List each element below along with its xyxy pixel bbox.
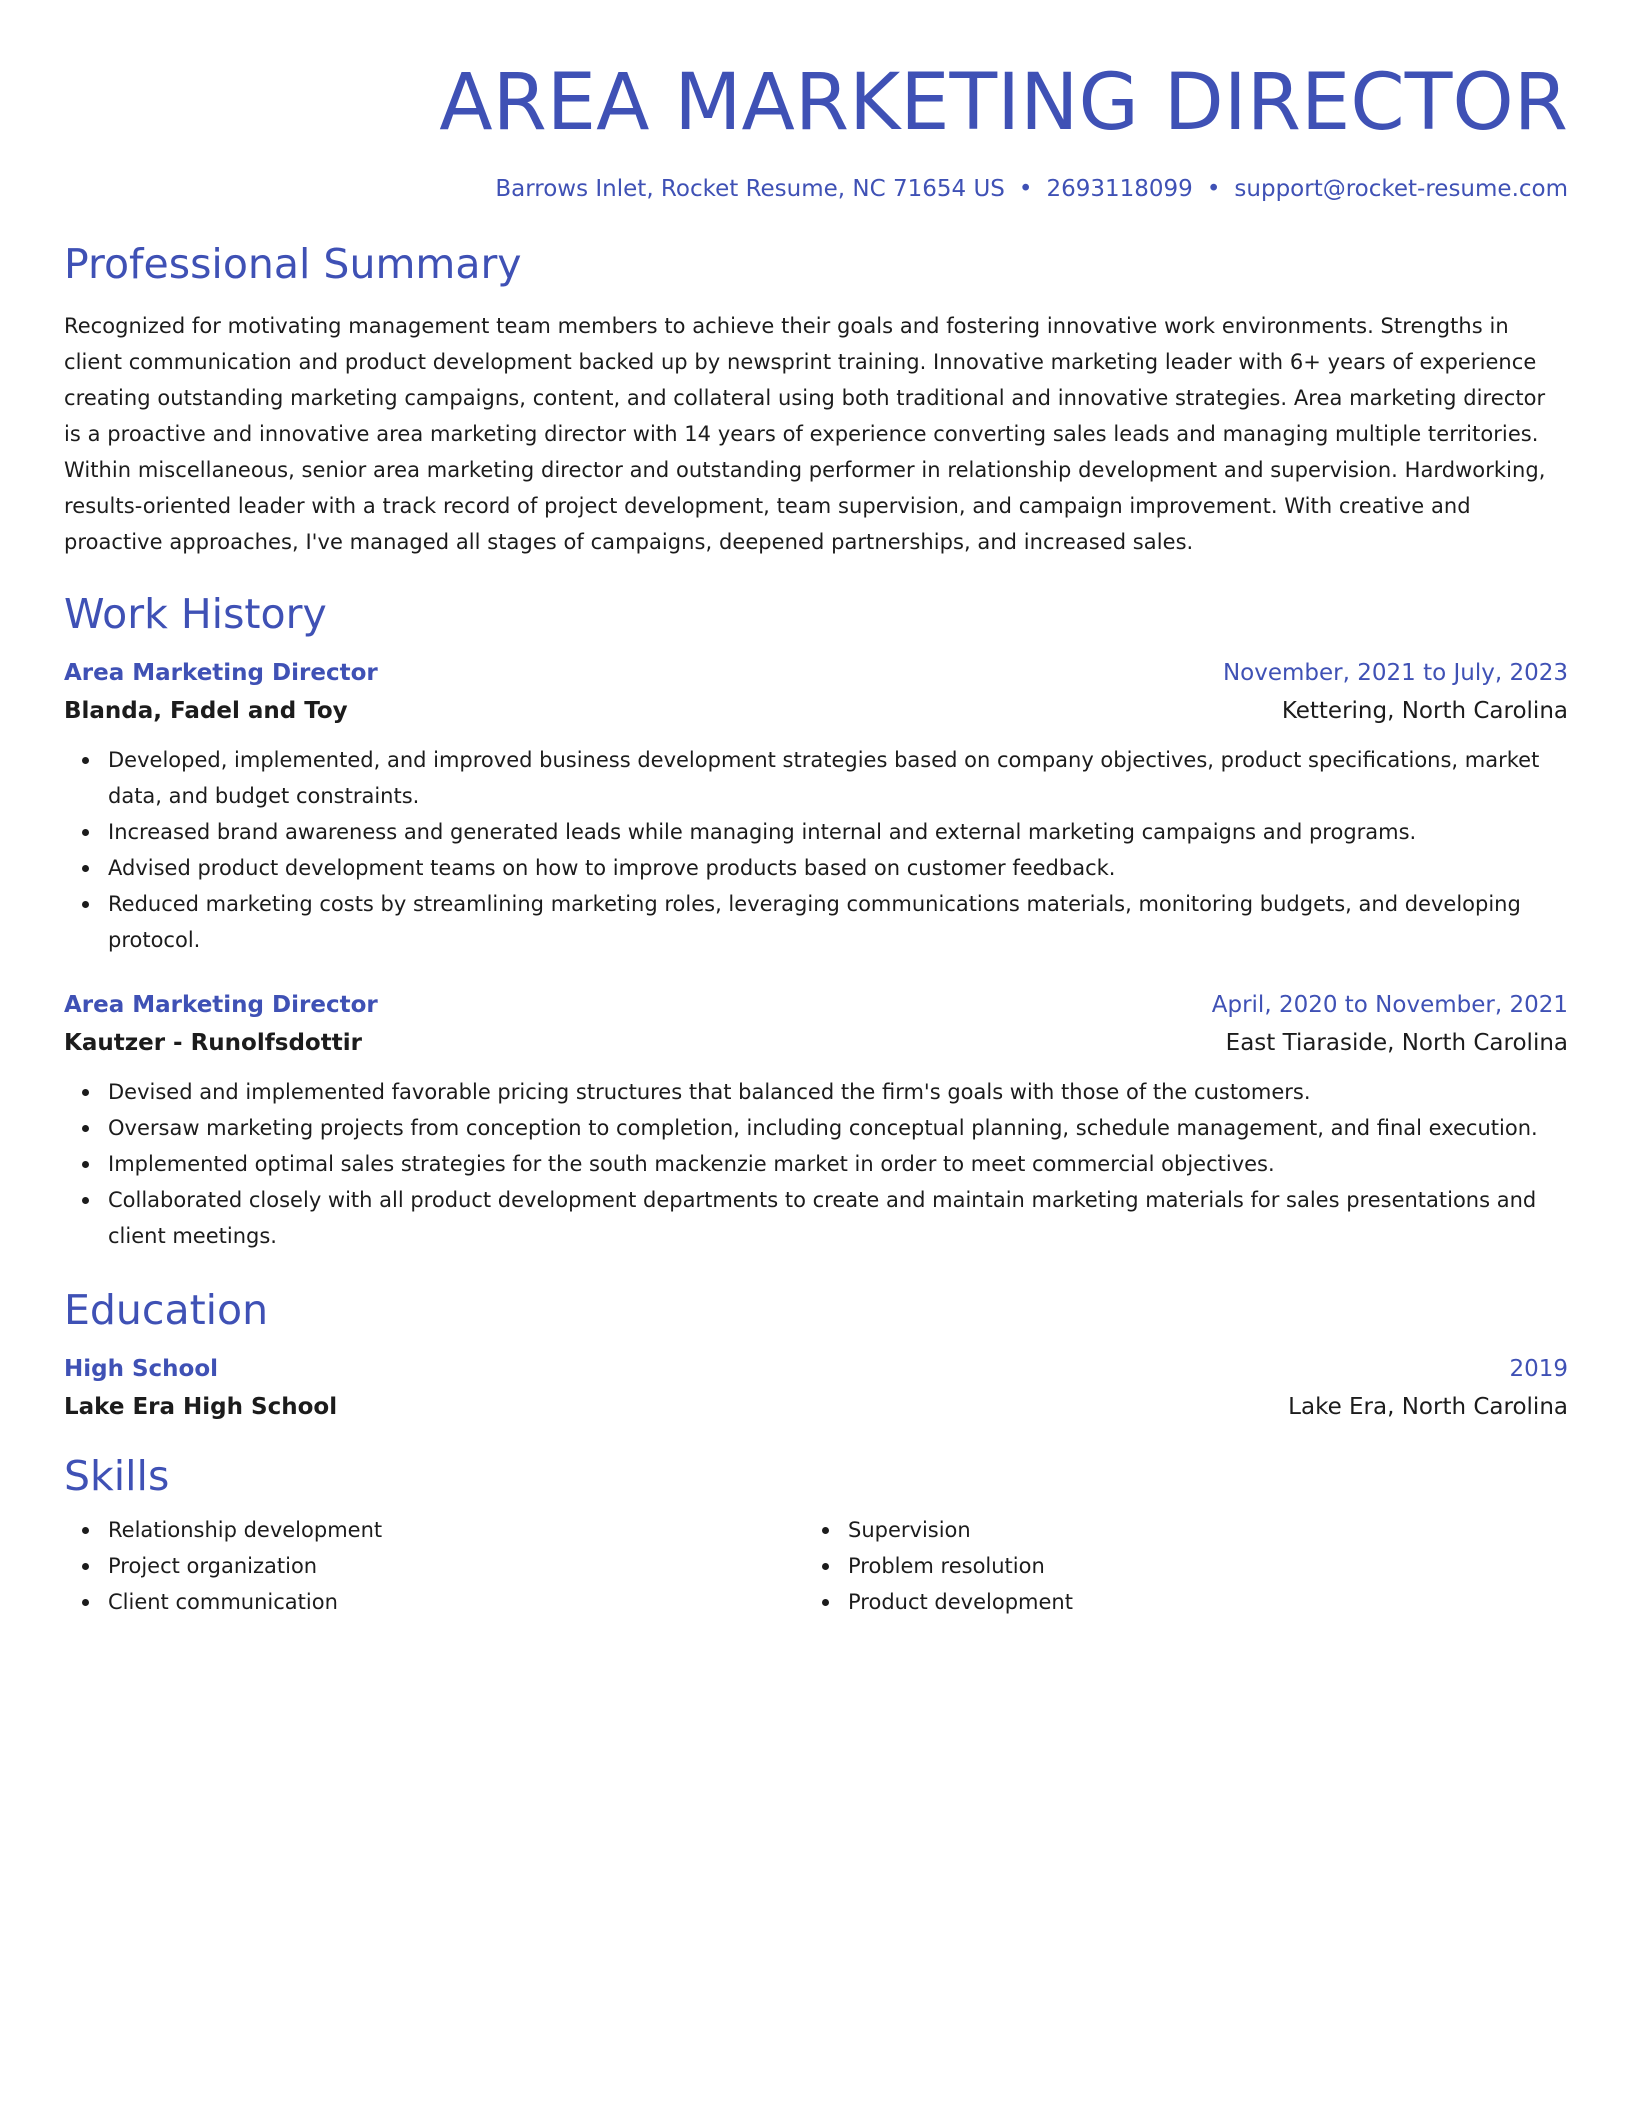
contact-separator: • [1206, 176, 1221, 202]
job-bullet: Implemented optimal sales strategies for the south mackenzie market in order to meet commercial objectives. [108, 1146, 1568, 1182]
job-header-row [64, 986, 1568, 1024]
education-school-row [64, 1388, 1568, 1426]
job-bullet: Devised and implemented favorable pricing structures that balanced the firm's goals with those of the customers. [108, 1074, 1568, 1110]
skills-bullets [804, 1512, 1544, 1620]
skill-item: Problem resolution [848, 1548, 1544, 1584]
contact-email: support@rocket-resume.com [1234, 176, 1568, 202]
skill-item: Supervision [848, 1512, 1544, 1548]
skill-item: Product development [848, 1584, 1544, 1620]
contact-phone: 2693118099 [1046, 176, 1193, 202]
contact-line [64, 174, 1568, 204]
section-title-skills: Skills [64, 1452, 170, 1500]
section-title-work-history: Work History [64, 590, 327, 638]
job-bullets [64, 1074, 1568, 1254]
job-entry [64, 654, 1568, 958]
job-company-row [64, 692, 1568, 730]
contact-address: Barrows Inlet, Rocket Resume, NC 71654 US [495, 176, 1005, 202]
skills-column-left [64, 1512, 804, 1620]
skill-item: Client communication [108, 1584, 804, 1620]
skill-item: Relationship development [108, 1512, 804, 1548]
job-bullet: Oversaw marketing projects from conception to completion, including conceptual planning, schedule management, and final execution. [108, 1110, 1568, 1146]
education-location: Lake Era, North Carolina [1288, 1394, 1568, 1420]
job-role: Area Marketing Director [64, 660, 378, 686]
skill-item: Project organization [108, 1548, 804, 1584]
job-location: Kettering, North Carolina [1281, 698, 1568, 724]
resume-page [64, 52, 1568, 1620]
job-location: East Tiaraside, North Carolina [1225, 1030, 1568, 1056]
education-header-row [64, 1350, 1568, 1388]
job-header-row [64, 654, 1568, 692]
skills-column-right [804, 1512, 1544, 1620]
job-bullet: Reduced marketing costs by streamlining marketing roles, leveraging communications materials, monitoring budgets, and developing protocol. [108, 886, 1568, 958]
job-company: Blanda, Fadel and Toy [64, 698, 348, 724]
job-company-row [64, 1024, 1568, 1062]
job-dates: April, 2020 to November, 2021 [1211, 992, 1568, 1018]
job-bullet: Increased brand awareness and generated leads while managing internal and external marketing campaigns and programs. [108, 814, 1568, 850]
contact-separator: • [1018, 176, 1033, 202]
skills-list [64, 1512, 1568, 1620]
education-year: 2019 [1509, 1356, 1568, 1382]
job-company: Kautzer - Runolfsdottir [64, 1030, 362, 1056]
summary-text: Recognized for motivating management team members to achieve their goals and fostering innovative work environments. Strengths in client communication and product development backed up by newsprint training. Innovative marketing leader with 6+ years of experience creating outstanding marketing campaigns, content, and collateral using both traditional and innovative strategies. Area marketing director is a proactive and innovative area marketing director with 14 years of experience converting sales leads and managing multiple territories. Within miscellaneous, senior area marketing director and outstanding performer in relationship development and supervision. Hardworking, results-oriented leader with a track record of project development, team supervision, and campaign improvement. With creative and proactive approaches, I've managed all stages of campaigns, deepened partnerships, and increased sales. [64, 314, 1546, 554]
job-role: Area Marketing Director [64, 992, 378, 1018]
job-dates: November, 2021 to July, 2023 [1222, 660, 1568, 686]
section-title-summary: Professional Summary [64, 240, 522, 288]
skills-bullets [64, 1512, 804, 1620]
job-bullet: Advised product development teams on how to improve products based on customer feedback. [108, 850, 1568, 886]
job-bullets [64, 742, 1568, 958]
education-degree: High School [64, 1356, 219, 1382]
resume-name-title: AREA MARKETING DIRECTOR [439, 58, 1568, 148]
education-entry [64, 1350, 1568, 1426]
section-title-education: Education [64, 1286, 269, 1334]
job-entry [64, 986, 1568, 1254]
education-school: Lake Era High School [64, 1394, 338, 1420]
job-bullet: Collaborated closely with all product development departments to create and maintain marketing materials for sales presentations and client meetings. [108, 1182, 1568, 1254]
job-bullet: Developed, implemented, and improved business development strategies based on company objectives, product specifications, market data, and budget constraints. [108, 742, 1568, 814]
